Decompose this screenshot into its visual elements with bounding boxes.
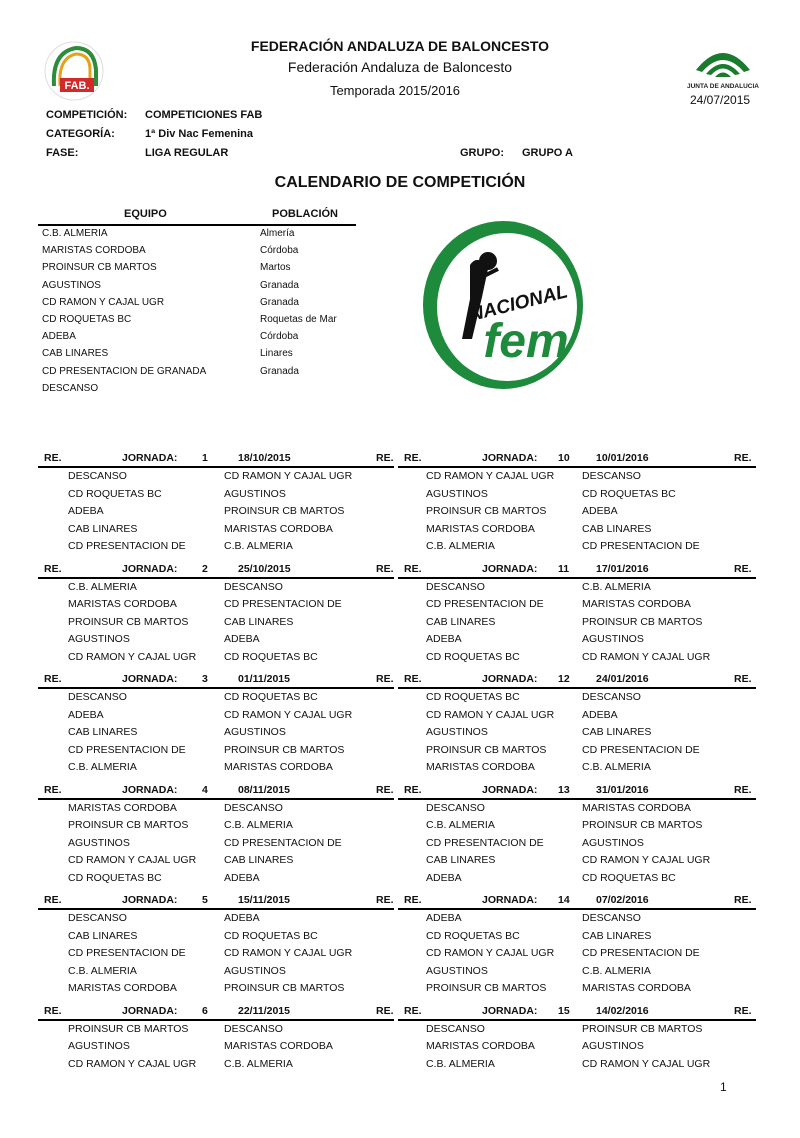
re-label-left: RE.	[404, 783, 422, 796]
re-label-right: RE.	[376, 783, 394, 796]
home-team: CD ROQUETAS BC	[426, 691, 520, 703]
away-team: CAB LINARES	[582, 929, 652, 942]
team-row	[42, 262, 362, 279]
home-team: AGUSTINOS	[68, 633, 130, 646]
re-label-right: RE.	[734, 1004, 752, 1017]
team-name: CD PRESENTACION DE GRANADA	[42, 365, 207, 377]
home-team: AGUSTINOS	[426, 726, 488, 739]
home-team: DESCANSO	[426, 580, 485, 593]
teams-table-header	[38, 206, 356, 226]
jornada-label: JORNADA:	[482, 783, 538, 796]
team-row	[42, 331, 362, 348]
match-row	[38, 1023, 394, 1040]
home-team: CAB LINARES	[426, 854, 496, 867]
col-equipo: EQUIPO	[124, 208, 167, 220]
re-label-left: RE.	[44, 894, 62, 906]
away-team: CAB LINARES	[224, 615, 294, 628]
re-label-left: RE.	[404, 562, 422, 575]
away-team: AGUSTINOS	[224, 726, 286, 739]
match-row	[398, 470, 756, 487]
match-row	[38, 505, 394, 522]
away-team: DESCANSO	[582, 470, 641, 482]
away-team: C.B. ALMERIA	[224, 540, 293, 553]
home-team: AGUSTINOS	[68, 836, 130, 849]
jornada-date: 07/02/2016	[596, 894, 649, 906]
match-row	[38, 930, 394, 947]
team-name: AGUSTINOS	[42, 279, 101, 291]
jornada-label: JORNADA:	[122, 673, 178, 685]
away-team: CAB LINARES	[224, 854, 294, 867]
jornada-number: 1	[202, 452, 208, 464]
away-team: CD PRESENTACION DE	[582, 540, 700, 553]
round-header	[38, 1003, 394, 1021]
team-row	[42, 297, 362, 314]
match-row	[38, 947, 394, 964]
home-team: CD RAMON Y CAJAL UGR	[426, 470, 555, 482]
match-row	[38, 616, 394, 633]
away-team: DESCANSO	[582, 912, 641, 924]
re-label-left: RE.	[44, 783, 62, 796]
away-team: ADEBA	[224, 633, 260, 646]
home-team: ADEBA	[68, 708, 104, 721]
away-team: ADEBA	[224, 871, 260, 884]
jornada-date: 17/01/2016	[596, 562, 649, 575]
jornada-date: 31/01/2016	[596, 783, 649, 796]
away-team: AGUSTINOS	[582, 1040, 644, 1053]
round-header	[398, 782, 756, 800]
jornada-number: 15	[558, 1004, 570, 1017]
home-team: CAB LINARES	[68, 522, 138, 535]
away-team: ADEBA	[582, 505, 618, 518]
home-team: PROINSUR CB MARTOS	[426, 743, 547, 756]
home-team: CD ROQUETAS BC	[426, 929, 520, 942]
round-header	[38, 892, 394, 910]
away-team: PROINSUR CB MARTOS	[224, 743, 345, 756]
match-row	[398, 691, 756, 708]
team-name: CAB LINARES	[42, 348, 109, 360]
home-team: C.B. ALMERIA	[426, 540, 495, 553]
jornada-number: 5	[202, 894, 208, 906]
away-team: CD RAMON Y CAJAL UGR	[582, 650, 711, 663]
home-team: C.B. ALMERIA	[68, 761, 137, 774]
home-team: AGUSTINOS	[426, 487, 488, 500]
re-label-right: RE.	[376, 673, 394, 685]
nacional-fem-logo	[418, 217, 588, 393]
match-row	[398, 616, 756, 633]
jornada-label: JORNADA:	[122, 783, 178, 796]
jornada-date: 22/11/2015	[238, 1004, 290, 1017]
home-team: CAB LINARES	[68, 726, 138, 739]
home-team: CD PRESENTACION DE	[426, 836, 544, 849]
team-row	[42, 245, 362, 262]
team-city: Almería	[260, 228, 295, 239]
away-team: CAB LINARES	[582, 726, 652, 739]
home-team: MARISTAS CORDOBA	[426, 1040, 535, 1053]
away-team: C.B. ALMERIA	[582, 761, 651, 774]
home-team: PROINSUR CB MARTOS	[68, 615, 189, 628]
jornada-number: 3	[202, 673, 208, 685]
round-header	[398, 561, 756, 579]
away-team: PROINSUR CB MARTOS	[224, 505, 345, 518]
away-team: AGUSTINOS	[224, 487, 286, 500]
round-header	[38, 450, 394, 468]
team-city: Granada	[260, 365, 299, 377]
jornada-number: 6	[202, 1004, 208, 1017]
match-row	[398, 581, 756, 598]
home-team: PROINSUR CB MARTOS	[68, 819, 189, 832]
match-row	[38, 651, 394, 668]
home-team: MARISTAS CORDOBA	[426, 522, 535, 535]
match-row	[398, 819, 756, 836]
match-row	[38, 802, 394, 819]
jornada-number: 2	[202, 562, 208, 575]
away-team: DESCANSO	[582, 691, 641, 703]
match-row	[398, 947, 756, 964]
match-row	[398, 837, 756, 854]
away-team: MARISTAS CORDOBA	[224, 761, 333, 774]
home-team: MARISTAS CORDOBA	[426, 761, 535, 774]
match-row	[398, 488, 756, 505]
grupo-label: GRUPO:	[460, 147, 504, 159]
jornada-number: 13	[558, 783, 570, 796]
match-row	[398, 761, 756, 778]
categoria-label: CATEGORÍA:	[46, 128, 115, 140]
jornada-label: JORNADA:	[482, 894, 538, 906]
jornada-date: 08/11/2015	[238, 783, 290, 796]
re-label-left: RE.	[404, 1004, 422, 1017]
federation-subtitle: Federación Andaluza de Baloncesto	[287, 59, 513, 75]
away-team: AGUSTINOS	[582, 633, 644, 646]
match-row	[38, 912, 394, 929]
away-team: DESCANSO	[224, 1022, 283, 1035]
home-team: DESCANSO	[68, 470, 127, 482]
match-row	[38, 1040, 394, 1057]
team-row	[42, 366, 362, 383]
away-team: AGUSTINOS	[582, 836, 644, 849]
jornada-label: JORNADA:	[482, 673, 538, 685]
jornada-label: JORNADA:	[482, 1004, 538, 1017]
jornada-date: 01/11/2015	[238, 673, 290, 685]
match-row	[398, 982, 756, 999]
jornada-label: JORNADA:	[482, 562, 538, 575]
junta-logo-text: JUNTA DE ANDALUCIA	[687, 83, 759, 90]
team-name: MARISTAS CORDOBA	[42, 245, 146, 257]
away-team: CD PRESENTACION DE	[224, 836, 342, 849]
round-header	[38, 561, 394, 579]
match-row	[398, 633, 756, 650]
home-team: ADEBA	[68, 505, 104, 518]
home-team: CD ROQUETAS BC	[68, 487, 162, 500]
home-team: CD PRESENTACION DE	[68, 947, 186, 960]
match-row	[38, 819, 394, 836]
home-team: C.B. ALMERIA	[426, 1057, 495, 1070]
match-row	[38, 837, 394, 854]
round-header	[398, 671, 756, 689]
away-team: CD PRESENTACION DE	[582, 947, 700, 960]
re-label-right: RE.	[734, 562, 752, 575]
federation-title: FEDERACIÓN ANDALUZA DE BALONCESTO	[250, 38, 550, 54]
away-team: CD ROQUETAS BC	[582, 871, 676, 884]
home-team: ADEBA	[426, 912, 462, 924]
home-team: MARISTAS CORDOBA	[68, 801, 177, 814]
match-row	[38, 872, 394, 889]
competicion-value: COMPETICIONES FAB	[145, 109, 263, 121]
re-label-left: RE.	[404, 452, 422, 464]
grupo-value: GRUPO A	[522, 147, 573, 159]
away-team: CD RAMON Y CAJAL UGR	[224, 470, 353, 482]
away-team: C.B. ALMERIA	[224, 819, 293, 832]
re-label-left: RE.	[44, 673, 62, 685]
match-row	[38, 982, 394, 999]
match-row	[38, 761, 394, 778]
match-row	[398, 744, 756, 761]
home-team: C.B. ALMERIA	[426, 819, 495, 832]
home-team: AGUSTINOS	[68, 1040, 130, 1053]
home-team: CD ROQUETAS BC	[426, 650, 520, 663]
away-team: C.B. ALMERIA	[582, 580, 651, 593]
re-label-left: RE.	[404, 894, 422, 906]
round-header	[38, 671, 394, 689]
jornada-date: 10/01/2016	[596, 452, 649, 464]
jornada-label: JORNADA:	[122, 1004, 178, 1017]
away-team: CD ROQUETAS BC	[582, 487, 676, 500]
team-name: DESCANSO	[42, 382, 99, 394]
team-row	[42, 280, 362, 297]
away-team: C.B. ALMERIA	[224, 1057, 293, 1070]
match-row	[38, 744, 394, 761]
team-name: ADEBA	[42, 331, 76, 343]
away-team: C.B. ALMERIA	[582, 964, 651, 977]
match-row	[38, 633, 394, 650]
jornada-number: 12	[558, 673, 570, 685]
home-team: C.B. ALMERIA	[68, 580, 137, 593]
team-row	[42, 348, 362, 365]
team-name: C.B. ALMERIA	[42, 228, 108, 239]
away-team: CD PRESENTACION DE	[224, 598, 342, 611]
away-team: MARISTAS CORDOBA	[582, 598, 691, 611]
home-team: DESCANSO	[426, 1022, 485, 1035]
jornada-date: 25/10/2015	[238, 562, 291, 575]
away-team: CAB LINARES	[582, 522, 652, 535]
match-row	[38, 540, 394, 557]
re-label-right: RE.	[376, 1004, 394, 1017]
match-row	[38, 1058, 394, 1075]
home-team: PROINSUR CB MARTOS	[68, 1022, 189, 1035]
home-team: PROINSUR CB MARTOS	[426, 982, 547, 995]
away-team: CD RAMON Y CAJAL UGR	[582, 854, 711, 867]
match-row	[38, 523, 394, 540]
page-number: 1	[720, 1080, 727, 1094]
home-team: CD ROQUETAS BC	[68, 871, 162, 884]
team-city: Granada	[260, 279, 299, 291]
match-row	[38, 581, 394, 598]
match-row	[398, 540, 756, 557]
match-row	[398, 726, 756, 743]
re-label-right: RE.	[376, 894, 394, 906]
match-row	[398, 802, 756, 819]
team-row	[42, 228, 362, 245]
match-row	[38, 854, 394, 871]
home-team: MARISTAS CORDOBA	[68, 982, 177, 995]
re-label-right: RE.	[376, 452, 394, 464]
team-city: Martos	[260, 262, 291, 274]
jornada-date: 15/11/2015	[238, 894, 290, 906]
team-city: Linares	[260, 348, 293, 360]
away-team: MARISTAS CORDOBA	[582, 982, 691, 995]
match-row	[398, 1058, 756, 1075]
round-header	[398, 892, 756, 910]
away-team: DESCANSO	[224, 580, 283, 593]
jornada-number: 14	[558, 894, 570, 906]
away-team: ADEBA	[224, 912, 260, 924]
re-label-right: RE.	[734, 673, 752, 685]
home-team: CD PRESENTACION DE	[68, 540, 186, 553]
match-row	[398, 598, 756, 615]
home-team: CD PRESENTACION DE	[426, 598, 544, 611]
away-team: CD RAMON Y CAJAL UGR	[224, 947, 353, 960]
team-city: Córdoba	[260, 331, 299, 343]
home-team: MARISTAS CORDOBA	[68, 598, 177, 611]
match-row	[398, 651, 756, 668]
team-row	[42, 314, 362, 331]
match-row	[398, 1023, 756, 1040]
team-name: CD ROQUETAS BC	[42, 314, 132, 325]
match-row	[398, 912, 756, 929]
fase-value: LIGA REGULAR	[145, 147, 229, 159]
home-team: CAB LINARES	[68, 929, 138, 942]
away-team: PROINSUR CB MARTOS	[582, 1022, 703, 1035]
home-team: CD RAMON Y CAJAL UGR	[68, 854, 197, 867]
document-date: 24/07/2015	[690, 93, 751, 107]
match-row	[38, 598, 394, 615]
home-team: ADEBA	[426, 871, 462, 884]
home-team: C.B. ALMERIA	[68, 964, 137, 977]
away-team: MARISTAS CORDOBA	[224, 522, 333, 535]
jornada-number: 11	[558, 562, 570, 575]
away-team: MARISTAS CORDOBA	[582, 801, 691, 814]
team-city: Córdoba	[260, 245, 299, 257]
away-team: CD PRESENTACION DE	[582, 743, 700, 756]
round-header	[398, 450, 756, 468]
jornada-number: 10	[558, 452, 570, 464]
home-team: CAB LINARES	[426, 615, 496, 628]
re-label-right: RE.	[734, 894, 752, 906]
away-team: PROINSUR CB MARTOS	[582, 615, 703, 628]
match-row	[38, 709, 394, 726]
match-row	[398, 854, 756, 871]
team-row	[42, 383, 362, 400]
season-label: Temporada 2015/2016	[329, 83, 461, 98]
away-team: PROINSUR CB MARTOS	[224, 982, 345, 995]
re-label-right: RE.	[376, 562, 394, 575]
home-team: CD PRESENTACION DE	[68, 743, 186, 756]
match-row	[38, 691, 394, 708]
jornada-label: JORNADA:	[482, 452, 538, 464]
match-row	[398, 709, 756, 726]
home-team: DESCANSO	[68, 912, 127, 924]
match-row	[38, 726, 394, 743]
match-row	[398, 523, 756, 540]
away-team: CD ROQUETAS BC	[224, 650, 318, 663]
re-label-left: RE.	[44, 562, 62, 575]
home-team: DESCANSO	[68, 691, 127, 703]
away-team: CD ROQUETAS BC	[224, 929, 318, 942]
home-team: CD RAMON Y CAJAL UGR	[68, 650, 197, 663]
away-team: CD ROQUETAS BC	[224, 691, 318, 703]
logo-fem-text: fem	[483, 315, 569, 368]
home-team: PROINSUR CB MARTOS	[426, 505, 547, 518]
match-row	[398, 872, 756, 889]
match-row	[398, 930, 756, 947]
match-row	[38, 965, 394, 982]
match-row	[38, 488, 394, 505]
home-team: ADEBA	[426, 633, 462, 646]
home-team: CD RAMON Y CAJAL UGR	[68, 1057, 197, 1070]
away-team: MARISTAS CORDOBA	[224, 1040, 333, 1053]
fase-label: FASE:	[46, 147, 79, 159]
jornada-label: JORNADA:	[122, 452, 178, 464]
jornada-date: 18/10/2015	[238, 452, 291, 464]
match-row	[38, 470, 394, 487]
jornada-number: 4	[202, 783, 208, 796]
home-team: AGUSTINOS	[426, 964, 488, 977]
away-team: AGUSTINOS	[224, 964, 286, 977]
team-name: CD RAMON Y CAJAL UGR	[42, 296, 165, 308]
match-row	[398, 965, 756, 982]
away-team: ADEBA	[582, 708, 618, 721]
home-team: DESCANSO	[426, 801, 485, 814]
match-row	[398, 1040, 756, 1057]
round-header	[398, 1003, 756, 1021]
team-city: Granada	[260, 296, 299, 308]
re-label-left: RE.	[44, 452, 62, 464]
team-city: Roquetas de Mar	[260, 314, 337, 325]
match-row	[398, 505, 756, 522]
away-team: CD RAMON Y CAJAL UGR	[582, 1057, 711, 1070]
team-name: PROINSUR CB MARTOS	[42, 262, 157, 274]
jornada-date: 14/02/2016	[596, 1004, 649, 1017]
logo-nacional-text: NACIONAL	[467, 281, 570, 326]
re-label-left: RE.	[404, 673, 422, 685]
away-team: DESCANSO	[224, 801, 283, 814]
away-team: PROINSUR CB MARTOS	[582, 819, 703, 832]
fab-logo-text: FAB.	[64, 80, 90, 92]
re-label-right: RE.	[734, 452, 752, 464]
re-label-right: RE.	[734, 783, 752, 796]
home-team: CD RAMON Y CAJAL UGR	[426, 708, 555, 721]
home-team: CD RAMON Y CAJAL UGR	[426, 947, 555, 960]
round-header	[38, 782, 394, 800]
re-label-left: RE.	[44, 1004, 62, 1017]
jornada-date: 24/01/2016	[596, 673, 649, 685]
jornada-label: JORNADA:	[122, 894, 178, 906]
calendar-title: CALENDARIO DE COMPETICIÓN	[274, 174, 526, 191]
away-team: CD RAMON Y CAJAL UGR	[224, 708, 353, 721]
categoria-value: 1ª Div Nac Femenina	[145, 128, 254, 140]
competicion-label: COMPETICIÓN:	[46, 109, 128, 121]
jornada-label: JORNADA:	[122, 562, 178, 575]
col-poblacion: POBLACIÓN	[272, 208, 338, 220]
